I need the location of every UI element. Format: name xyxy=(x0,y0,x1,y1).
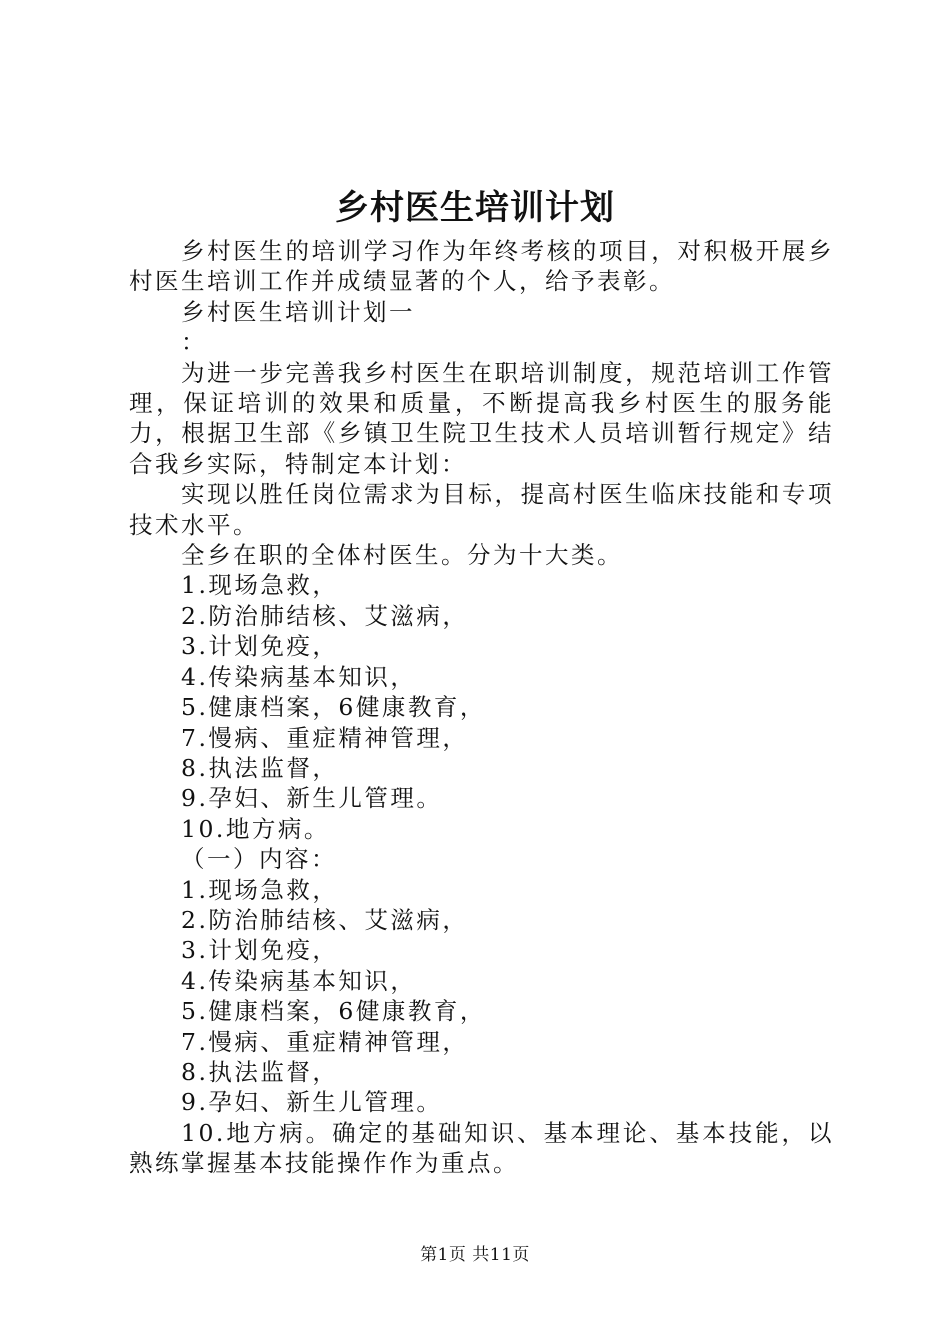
list-item: 8.执法监督， xyxy=(181,753,339,782)
paragraph-closing: 10.地方病。确定的基础知识、基本理论、基本技能，以熟练掌握基本技能操作作为重点。 xyxy=(129,1118,834,1178)
list-item: 2.防治肺结核、艾滋病， xyxy=(181,601,469,630)
section-heading: （一）内容： xyxy=(181,845,337,874)
paragraph-goal: 实现以胜任岗位需求为目标，提高村医生临床技能和专项技术水平。 xyxy=(129,480,834,539)
paragraph-scope: 全乡在职的全体村医生。分为十大类。 xyxy=(181,541,623,570)
list-item: 4.传染病基本知识， xyxy=(181,966,417,995)
list-item: 5.健康档案，6健康教育， xyxy=(181,997,486,1026)
paragraph-colon: ： xyxy=(181,328,207,357)
list-item: 4.传染病基本知识， xyxy=(181,662,417,691)
list-item: 2.防治肺结核、艾滋病， xyxy=(181,905,469,934)
list-item: 1.现场急救， xyxy=(181,875,339,904)
paragraph-purpose: 为进一步完善我乡村医生在职培训制度，规范培训工作管理，保证培训的效果和质量，不断提高我乡村医生的服务能力，根据卫生部《乡镇卫生院卫生技术人员培训暂行规定》结合我乡实际，特制定本计划： xyxy=(129,358,834,478)
document-body xyxy=(129,236,834,1179)
list-item: 3.计划免疫， xyxy=(181,632,339,661)
list-item: 1.现场急救， xyxy=(181,571,339,600)
paragraph-intro: 乡村医生的培训学习作为年终考核的项目，对积极开展乡村医生培训工作并成绩显著的个人，给予表彰。 xyxy=(129,237,834,296)
list-item: 9.孕妇、新生儿管理。 xyxy=(181,1088,443,1117)
list-item: 9.孕妇、新生儿管理。 xyxy=(181,784,443,813)
page-footer: 第1页 共11页 xyxy=(420,1245,530,1265)
list-item: 10.地方病。 xyxy=(181,814,330,843)
document-title: 乡村医生培训计划 xyxy=(335,188,615,228)
list-item: 8.执法监督， xyxy=(181,1057,339,1086)
paragraph-plan-heading: 乡村医生培训计划一 xyxy=(181,297,415,326)
list-item: 7.慢病、重症精神管理， xyxy=(181,723,469,752)
list-item: 5.健康档案，6健康教育， xyxy=(181,693,486,722)
list-item: 3.计划免疫， xyxy=(181,936,339,965)
list-item: 7.慢病、重症精神管理， xyxy=(181,1027,469,1056)
